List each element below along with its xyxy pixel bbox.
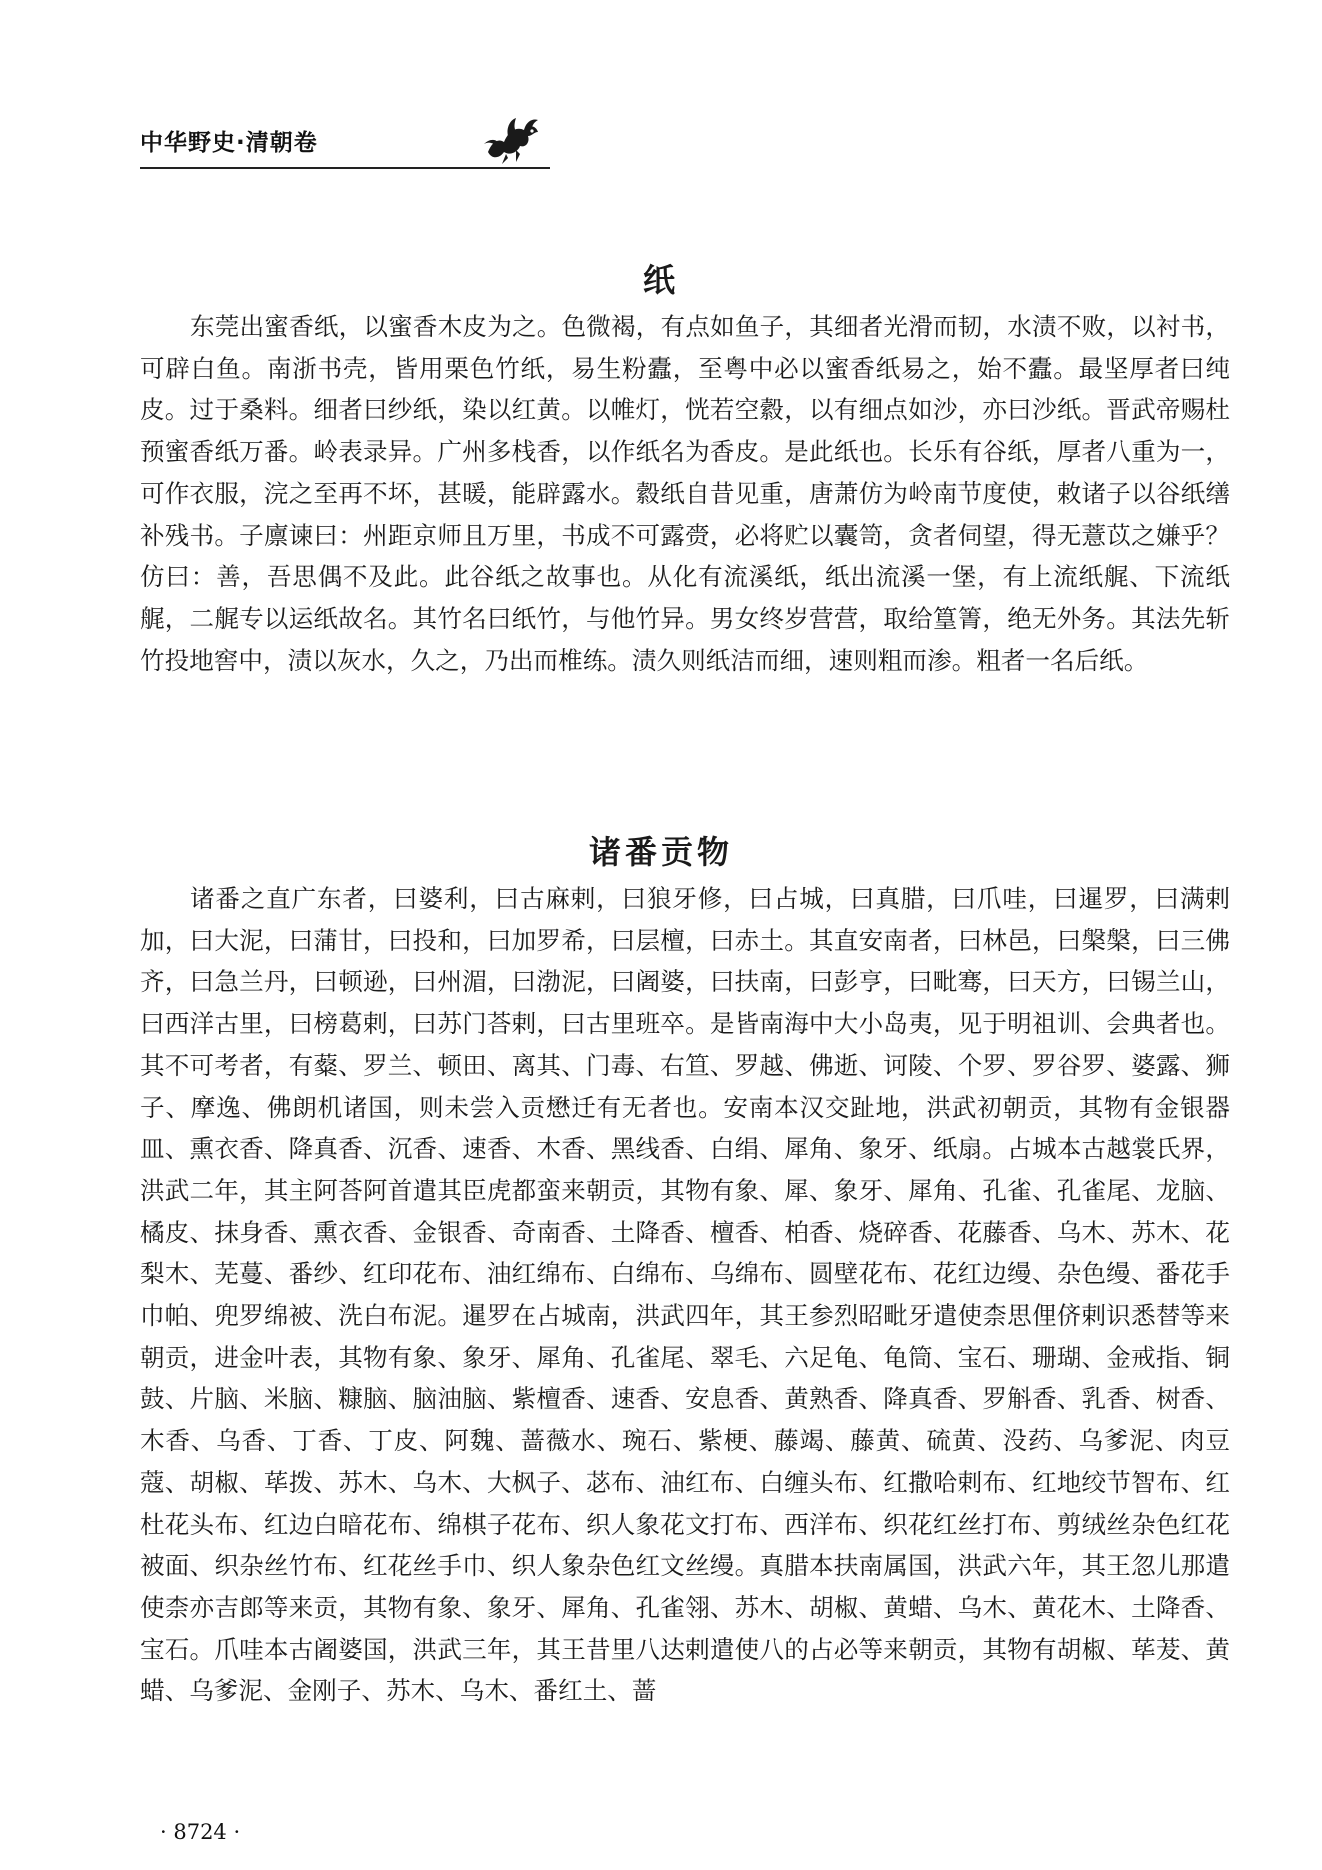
section-title-tribute: 诸番贡物	[588, 832, 733, 871]
section-body-tribute: 诸番之直广东者，曰婆利，曰古麻剌，曰狼牙修，曰占城，曰真腊，曰爪哇，曰暹罗，曰满剌加，曰大泥，曰蒲甘，曰投和，曰加罗希，曰层檀，曰赤土。其直安南者，曰林邑，曰槃槃，曰三佛齐，曰急兰丹，曰顿逊，曰州湄，曰渤泥，曰阇婆，曰扶南，曰彭亨，曰毗骞，曰天方，曰锡兰山，曰西洋古里，曰榜葛剌，曰苏门荅剌，曰古里班卒。是皆南海中大小岛夷，见于明祖训、会典者也。其不可考者，有薒、罗兰、顿田、离其、门毒、右笪、罗越、佛逝、诃陵、个罗、罗谷罗、婆露、狮子、摩逸、佛朗机诸国，则未尝入贡懋迁有无者也。安南本汉交趾地，洪武初朝贡，其物有金银器皿、熏衣香、降真香、沉香、速香、木香、黑线香、白绢、犀角、象牙、纸扇。占城本古越裳氏界，洪武二年，其主阿荅阿首遣其臣虎都蛮来朝贡，其物有象、犀、象牙、犀角、孔雀、孔雀尾、龙脑、橘皮、抹身香、熏衣香、金银香、奇南香、土降香、檀香、柏香、烧碎香、花藤香、乌木、苏木、花梨木、芜蔓、番纱、红印花布、油红绵布、白绵布、乌绵布、圆壁花布、花红边缦、杂色缦、番花手巾帕、兜罗绵被、洗白布泥。暹罗在占城南，洪武四年，其王参烈昭毗牙遣使柰思俚侪剌识悉替等来朝贡，进金叶表，其物有象、象牙、犀角、孔雀尾、翠毛、六足龟、龟筒、宝石、珊瑚、金戒指、铜鼓、片脑、米脑、糠脑、脑油脑、紫檀香、速香、安息香、黄熟香、降真香、罗斛香、乳香、树香、木香、乌香、丁香、丁皮、阿魏、蔷薇水、琬石、紫梗、藤竭、藤黄、硫黄、没药、乌爹泥、肉豆蔻、胡椒、荜拨、苏木、乌木、大枫子、苾布、油红布、白缠头布、红撒哈剌布、红地绞节智布、红杜花头布、红边白暗花布、绵棋子花布、织人象花文打布、西洋布、织花红丝打布、剪绒丝杂色红花被面、织杂丝竹布、红花丝手巾、织人象杂色红文丝缦。真腊本扶南属国，洪武六年，其王忽儿那遣使柰亦吉郎等来贡，其物有象、象牙、犀角、孔雀翎、苏木、胡椒、黄蜡、乌木、黄花木、土降香、宝石。爪哇本古阇婆国，洪武三年，其王昔里八达剌遣使八的占必等来朝贡，其物有胡椒、荜茇、黄蜡、乌爹泥、金刚子、苏木、乌木、番红土、蔷	[140, 884, 1230, 1706]
dragon-icon	[482, 112, 542, 166]
section-body-paper: 东莞出蜜香纸，以蜜香木皮为之。色微褐，有点如鱼子，其细者光滑而韧，水渍不败，以衬书，可辟白鱼。南浙书壳，皆用栗色竹纸，易生粉蠹，至粤中必以蜜香纸易之，始不蠹。最坚厚者曰纯皮。过于桑料。细者曰纱纸，染以红黄。以帷灯，恍若空縠，以有细点如沙，亦曰沙纸。晋武帝赐杜预蜜香纸万番。岭表录异。广州多栈香，以作纸名为香皮。是此纸也。长乐有谷纸，厚者八重为一，可作衣服，浣之至再不坏，甚暖，能辟露水。縠纸自昔见重，唐萧仿为岭南节度使，敕诸子以谷纸缮补残书。子廪谏曰：州距京师且万里，书成不可露赍，必将贮以囊笥，贪者伺望，得无薏苡之嫌乎？仿曰：善，吾思偶不及此。此谷纸之故事也。从化有流溪纸，纸出流溪一堡，有上流纸艉、下流纸艉，二艉专以运纸故名。其竹名曰纸竹，与他竹异。男女终岁营营，取给篁箐，绝无外务。其法先斩竹投地窖中，渍以灰水，久之，乃出而椎练。渍久则纸洁而细，速则粗而渗。粗者一名后纸。	[140, 312, 1230, 675]
header-rule	[140, 167, 550, 169]
section-title-paper: 纸	[642, 260, 679, 299]
page-number: · 8724 ·	[160, 1820, 241, 1844]
book-title: 中华野史·清朝卷	[140, 130, 318, 156]
running-header	[140, 112, 550, 172]
